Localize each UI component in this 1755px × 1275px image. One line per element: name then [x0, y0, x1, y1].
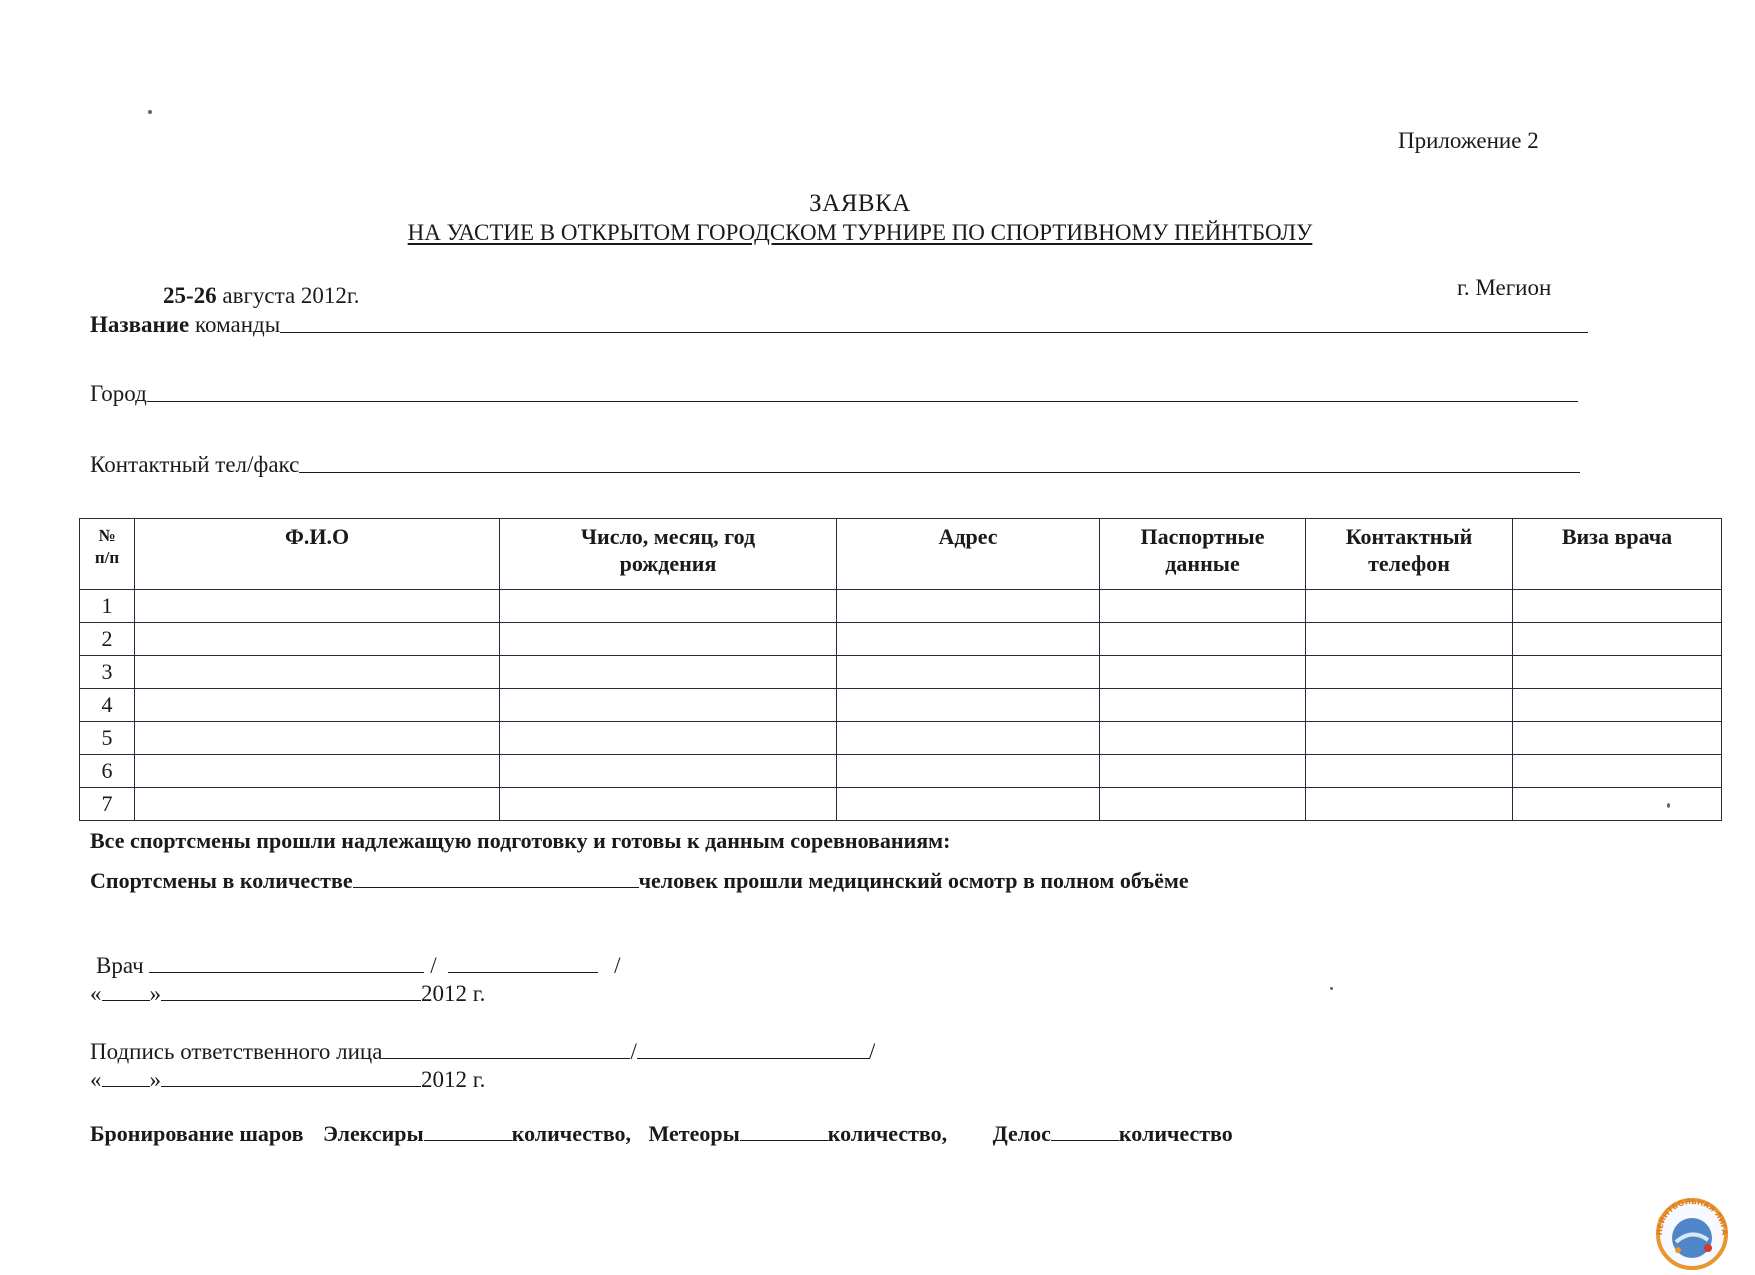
form-title: ЗАЯВКА: [809, 190, 911, 217]
table-row: [80, 656, 1722, 689]
meteors-quantity-blank[interactable]: [740, 1120, 828, 1141]
responsible-year: 2012 г.: [421, 1067, 486, 1092]
cell-address[interactable]: [837, 755, 1100, 788]
table-row: [80, 755, 1722, 788]
cell-birth-date[interactable]: [500, 590, 837, 623]
slash-separator: /: [630, 1039, 637, 1064]
doctor-day-blank[interactable]: [102, 980, 150, 1001]
cell-phone[interactable]: [1306, 590, 1513, 623]
medical-check-statement: [90, 867, 1189, 894]
row-number: 6: [80, 755, 135, 788]
responsible-label: Подпись ответственного лица: [90, 1039, 383, 1064]
booking-label: Бронирование шаров: [90, 1121, 304, 1146]
scan-speck: [1330, 987, 1333, 990]
cell-birth-date[interactable]: [500, 623, 837, 656]
cell-fio[interactable]: [135, 656, 500, 689]
cell-passport[interactable]: [1100, 623, 1306, 656]
col-header-doctor-visa: Виза врача: [1513, 519, 1722, 590]
comma: ,: [625, 1121, 632, 1146]
cell-phone[interactable]: [1306, 788, 1513, 821]
cell-birth-date[interactable]: [500, 788, 837, 821]
medical-count-prefix: Спортсмены в количестве: [90, 868, 353, 893]
cell-doctor-visa[interactable]: [1513, 656, 1722, 689]
doctor-name-blank[interactable]: [448, 952, 598, 973]
table-header-row: [80, 519, 1722, 590]
col-header-number: № п/п: [80, 519, 135, 590]
cell-fio[interactable]: [135, 689, 500, 722]
close-quote: »: [149, 1067, 161, 1092]
booking-item-elixirs: Элексиры: [322, 1121, 424, 1146]
cell-birth-date[interactable]: [500, 755, 837, 788]
team-name-label-bold: Название: [90, 312, 190, 337]
cell-fio[interactable]: [135, 788, 500, 821]
doctor-date-line: [90, 980, 485, 1007]
responsible-name-blank[interactable]: [637, 1038, 869, 1059]
cell-passport[interactable]: [1100, 656, 1306, 689]
event-date: [163, 283, 360, 309]
col-header-address: Адрес: [837, 519, 1100, 590]
contact-phone-field[interactable]: [90, 448, 1580, 478]
responsible-signature-blank[interactable]: [382, 1038, 630, 1059]
cell-passport[interactable]: [1100, 788, 1306, 821]
cell-address[interactable]: [837, 590, 1100, 623]
close-quote: »: [149, 981, 161, 1006]
row-number: 3: [80, 656, 135, 689]
cell-doctor-visa[interactable]: [1513, 623, 1722, 656]
table-row: [80, 722, 1722, 755]
event-city: г. Мегион: [1457, 275, 1552, 300]
doctor-signature-blank[interactable]: [149, 952, 424, 973]
cell-fio[interactable]: [135, 590, 500, 623]
quantity-label: количество: [1118, 1121, 1233, 1146]
responsible-month-blank[interactable]: [161, 1066, 421, 1087]
city-line[interactable]: [147, 400, 1578, 402]
col-header-passport: Паспортные данные: [1100, 519, 1306, 590]
cell-doctor-visa[interactable]: [1513, 722, 1722, 755]
table-row: [80, 689, 1722, 722]
paintball-league-logo-icon: [1650, 1190, 1734, 1274]
responsible-signature-line: [90, 1038, 875, 1065]
participants-table: [79, 518, 1722, 821]
cell-fio[interactable]: [135, 722, 500, 755]
medical-count-suffix: человек прошли медицинский осмотр в полном объёме: [638, 868, 1189, 893]
col-header-phone: Контактный телефон: [1306, 519, 1513, 590]
cell-phone[interactable]: [1306, 689, 1513, 722]
cell-birth-date[interactable]: [500, 689, 837, 722]
row-number: 1: [80, 590, 135, 623]
elixirs-quantity-blank[interactable]: [424, 1120, 512, 1141]
team-name-field[interactable]: [90, 308, 1588, 338]
responsible-date-line: [90, 1066, 485, 1093]
readiness-statement: Все спортсмены прошли надлежащую подготовку и готовы к данным соревнованиям:: [90, 828, 951, 853]
cell-passport[interactable]: [1100, 755, 1306, 788]
cell-phone[interactable]: [1306, 722, 1513, 755]
form-subtitle: НА УАСТИЕ В ОТКРЫТОМ ГОРОДСКОМ ТУРНИРЕ ПО СПОРТИВНОМУ ПЕЙНТБОЛУ: [407, 220, 1313, 245]
scan-speck: [148, 110, 152, 114]
cell-address[interactable]: [837, 788, 1100, 821]
cell-passport[interactable]: [1100, 590, 1306, 623]
table-row: [80, 788, 1722, 821]
col-header-fio: Ф.И.О: [135, 519, 500, 590]
cell-passport[interactable]: [1100, 689, 1306, 722]
booking-item-delos: Делос: [992, 1121, 1051, 1146]
slash-separator: /: [868, 1039, 876, 1064]
contact-phone-label: Контактный тел/факс: [90, 452, 300, 477]
comma: ,: [941, 1121, 948, 1146]
cell-doctor-visa[interactable]: [1513, 755, 1722, 788]
cell-address[interactable]: [837, 656, 1100, 689]
cell-address[interactable]: [837, 689, 1100, 722]
cell-birth-date[interactable]: [500, 722, 837, 755]
event-date-month: августа 2012г.: [216, 283, 360, 308]
cell-birth-date[interactable]: [500, 656, 837, 689]
cell-address[interactable]: [837, 623, 1100, 656]
doctor-year: 2012 г.: [421, 981, 486, 1006]
city-label: Город: [90, 381, 147, 406]
row-number: 7: [80, 788, 135, 821]
team-name-label-rest: команды: [189, 312, 281, 337]
table-row: [80, 623, 1722, 656]
cell-doctor-visa[interactable]: [1513, 788, 1722, 821]
slash-separator: /: [430, 953, 437, 978]
open-quote: «: [90, 1067, 102, 1092]
cell-doctor-visa[interactable]: [1513, 689, 1722, 722]
quantity-label: количество: [827, 1121, 942, 1146]
cell-phone[interactable]: [1306, 656, 1513, 689]
open-quote: «: [90, 981, 102, 1006]
doctor-signature-line: [96, 952, 620, 979]
responsible-day-blank[interactable]: [102, 1066, 150, 1087]
quantity-label: количество: [511, 1121, 626, 1146]
row-number: 4: [80, 689, 135, 722]
slash-separator: /: [614, 953, 621, 978]
event-date-days: 25-26: [163, 283, 217, 308]
cell-passport[interactable]: [1100, 722, 1306, 755]
cell-phone[interactable]: [1306, 755, 1513, 788]
table-row: [80, 590, 1722, 623]
ball-booking-line: [90, 1120, 1233, 1147]
row-number: 5: [80, 722, 135, 755]
athlete-count-blank[interactable]: [353, 867, 639, 888]
logo-text: ПЕЙНТБОЛЬНАЯ ЛИГА: [1654, 1196, 1730, 1236]
doctor-label: Врач: [96, 953, 144, 978]
cell-phone[interactable]: [1306, 623, 1513, 656]
delos-quantity-blank[interactable]: [1051, 1120, 1119, 1141]
team-name-label: [90, 312, 280, 338]
cell-fio[interactable]: [135, 623, 500, 656]
col-header-birth-date: Число, месяц, год рождения: [500, 519, 837, 590]
appendix-label: Приложение 2: [1398, 128, 1539, 153]
doctor-month-blank[interactable]: [161, 980, 421, 1001]
contact-phone-line[interactable]: [299, 471, 1580, 473]
cell-address[interactable]: [837, 722, 1100, 755]
cell-doctor-visa[interactable]: [1513, 590, 1722, 623]
cell-fio[interactable]: [135, 755, 500, 788]
city-field[interactable]: [90, 377, 1578, 407]
booking-item-meteors: Метеоры: [648, 1121, 740, 1146]
row-number: 2: [80, 623, 135, 656]
team-name-line[interactable]: [280, 331, 1588, 333]
